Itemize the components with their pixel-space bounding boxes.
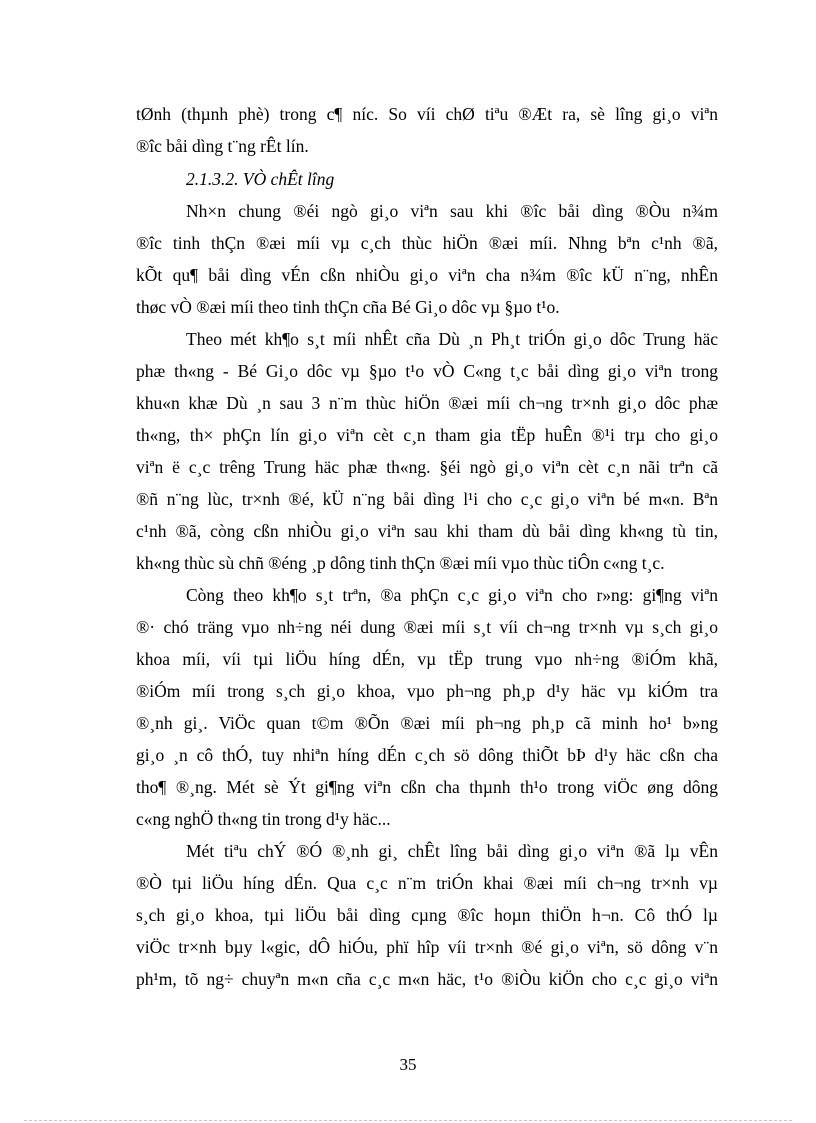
text-line: ®· chó träng vµo nh÷ng néi dung ®æi míi s¸t víi ch¬ng tr×nh vµ s¸ch gi¸o	[136, 617, 718, 637]
text-line: khu«n khæ Dù ¸n sau 3 n¨m thùc hiÖn ®æi míi ch¬ng tr×nh gi¸o dôc phæ	[136, 393, 718, 413]
text-line: ®îc båi dìng t¨ng rÊt lín.	[136, 136, 309, 156]
text-line: ®Ò tµi liÖu híng dÉn. Qua c¸c n¨m triÓn khai ®æi míi ch¬ng tr×nh vµ	[136, 873, 718, 893]
page-number: 35	[399, 1055, 417, 1074]
text-line: c¹nh ®ã, còng cßn nhiÒu gi¸o viªn sau khi tham dù båi dìng kh«ng tù tin,	[136, 521, 718, 541]
text-line: viÖc tr×nh bµy l«gic, dÔ hiÓu, phï hîp víi tr×nh ®é gi¸o viªn, sö dông v¨n	[136, 937, 718, 957]
section-heading: 2.1.3.2. VÒ chÊt lîng	[186, 169, 335, 189]
text-line: th«ng, th× phÇn lín gi¸o viªn cèt c¸n tham gia tËp huÊn ®¹i trµ cho gi¸o	[136, 425, 718, 445]
text-line: ph¹m, tõ ng÷ chuyªn m«n cña c¸c m«n häc, t¹o ®iÒu kiÖn cho c¸c gi¸o viªn	[136, 969, 718, 989]
page-bottom-border	[24, 1120, 792, 1121]
text-line: kÕt qu¶ båi dìng vÉn cßn nhiÒu gi¸o viªn cha n¾m ®îc kÜ n¨ng, nhÊn	[136, 265, 718, 285]
text-line: ®iÓm míi trong s¸ch gi¸o khoa, vµo ph¬ng ph¸p d¹y häc vµ kiÓm tra	[136, 681, 718, 701]
text-line: Mét tiªu chÝ ®Ó ®¸nh gi¸ chÊt lîng båi dìng gi¸o viªn ®ã lµ vÊn	[186, 841, 718, 861]
text-line: viªn ë c¸c trêng Trung häc phæ th«ng. §éi ngò gi¸o viªn cèt c¸n nãi trªn cã	[136, 457, 718, 477]
text-line: c«ng nghÖ th«ng tin trong d¹y häc...	[136, 809, 391, 829]
text-line: Theo mét kh¶o s¸t míi nhÊt cña Dù ¸n Ph¸t triÓn gi¸o dôc Trung häc	[186, 329, 718, 349]
text-line: Còng theo kh¶o s¸t trªn, ®a phÇn c¸c gi¸o viªn cho r»ng: gi¶ng viªn	[186, 585, 718, 605]
text-line: s¸ch gi¸o khoa, tµi liÖu båi dìng cµng ®îc hoµn thiÖn h¬n. Cô thÓ lµ	[136, 905, 718, 925]
text-line: Nh×n chung ®éi ngò gi¸o viªn sau khi ®îc båi dìng ®Òu n¾m	[186, 201, 718, 221]
text-line: kh«ng thùc sù chñ ®éng ¸p dông tinh thÇn ®æi míi vµo thùc tiÔn c«ng t¸c.	[136, 553, 665, 573]
text-line: tØnh (thµnh phè) trong c¶ níc. So víi chØ tiªu ®Æt ra, sè lîng gi¸o viªn	[136, 104, 718, 124]
text-line: ®îc tinh thÇn ®æi míi vµ c¸ch thùc hiÖn ®æi míi. Nhng bªn c¹nh ®ã,	[136, 233, 718, 253]
text-line: tho¶ ®¸ng. Mét sè Ýt gi¶ng viªn cßn cha thµnh th¹o trong viÖc øng dông	[136, 777, 718, 797]
text-line: phæ th«ng - Bé Gi¸o dôc vµ §µo t¹o vÒ C«ng t¸c båi dìng gi¸o viªn trong	[136, 361, 718, 381]
text-line: khoa míi, víi tµi liÖu híng dÉn, vµ tËp trung vµo nh÷ng ®iÓm khã,	[136, 649, 718, 669]
text-line: gi¸o ¸n cô thÓ, tuy nhiªn híng dÉn c¸ch sö dông thiÕt bÞ d¹y häc cßn cha	[136, 745, 718, 765]
text-line: thøc vÒ ®æi míi theo tinh thÇn cña Bé Gi¸o dôc vµ §µo t¹o.	[136, 297, 560, 317]
text-line: ®ñ n¨ng lùc, tr×nh ®é, kÜ n¨ng båi dìng l¹i cho c¸c gi¸o viªn bé m«n. Bªn	[136, 489, 718, 509]
text-line: ®¸nh gi¸. ViÖc quan t©m ®Õn ®æi míi ph¬ng ph¸p cã minh ho¹ b»ng	[136, 713, 718, 733]
